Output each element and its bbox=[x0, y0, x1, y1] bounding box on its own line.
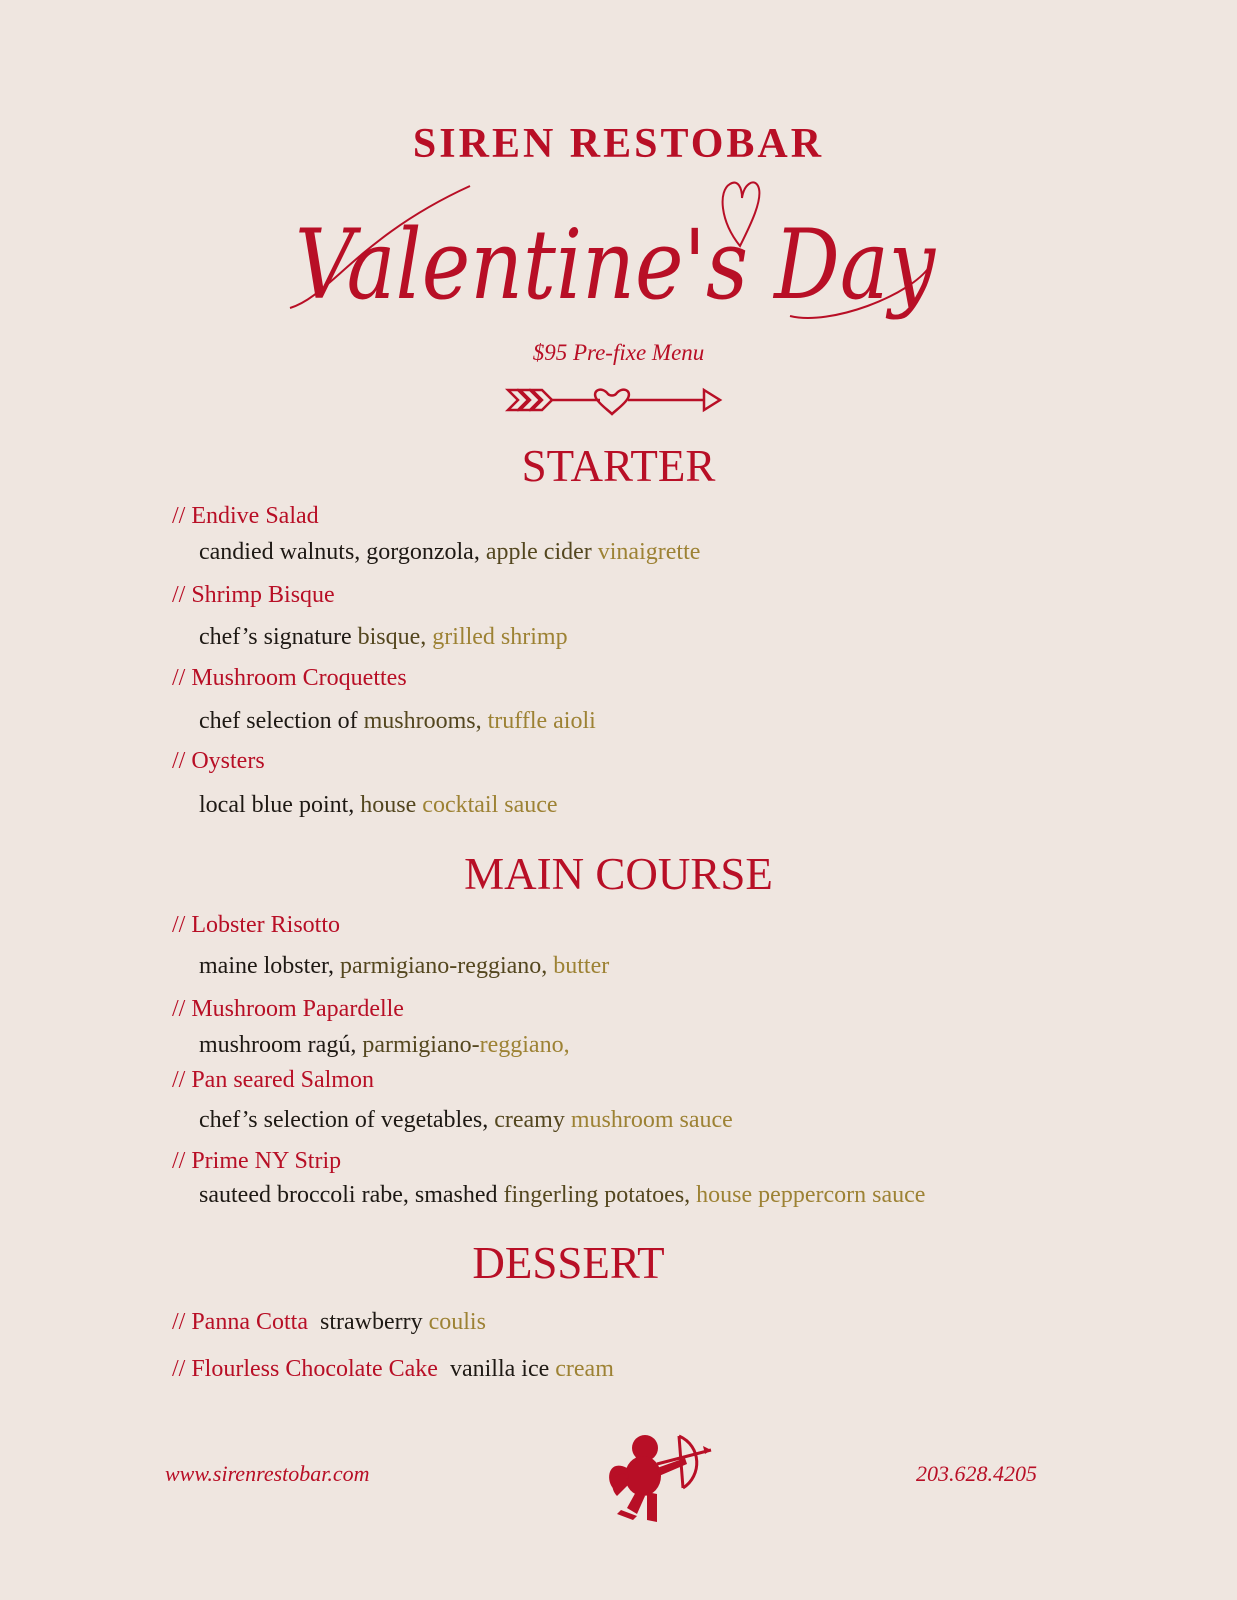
menu-item-description: maine lobster, parmigiano-reggiano, butter bbox=[199, 953, 610, 979]
menu-item-description: candied walnuts, gorgonzola, apple cider vinaigrette bbox=[199, 539, 701, 565]
menu-item-description: local blue point, house cocktail sauce bbox=[199, 792, 558, 818]
menu-item-name: // Prime NY Strip bbox=[172, 1148, 342, 1174]
dessert-item: // Flourless Chocolate Cake vanilla ice cream bbox=[172, 1356, 614, 1382]
menu-item-description: chef’s selection of vegetables, creamy mushroom sauce bbox=[199, 1107, 733, 1133]
menu-item-description: chef selection of mushrooms, truffle aioli bbox=[199, 708, 596, 734]
menu-item-name: // Endive Salad bbox=[172, 503, 319, 529]
restaurant-name: SIREN RESTOBAR bbox=[412, 121, 825, 167]
script-title-text: Valentine's Day bbox=[295, 209, 937, 321]
section-title-main-course: MAIN COURSE bbox=[464, 849, 773, 899]
menu-item-name: // Lobster Risotto bbox=[172, 912, 340, 938]
section-title-starter: STARTER bbox=[521, 441, 716, 491]
menu-item-description: sauteed broccoli rabe, smashed fingerling potatoes, house peppercorn sauce bbox=[199, 1182, 926, 1208]
cupid-icon bbox=[607, 1428, 717, 1533]
menu-item-name: // Oysters bbox=[172, 748, 265, 774]
section-title-dessert: DESSERT bbox=[472, 1238, 665, 1288]
dessert-item: // Panna Cotta strawberry coulis bbox=[172, 1309, 486, 1335]
menu-item-description: mushroom ragú, parmigiano-reggiano, bbox=[199, 1032, 570, 1058]
menu-item-name: // Mushroom Papardelle bbox=[172, 996, 404, 1022]
menu-item-name: // Pan seared Salmon bbox=[172, 1067, 374, 1093]
valentines-day-script-title bbox=[270, 176, 960, 346]
prefixe-price: $95 Pre-fixe Menu bbox=[532, 340, 705, 365]
menu-item-name: // Mushroom Croquettes bbox=[172, 665, 407, 691]
phone-number[interactable]: 203.628.4205 bbox=[916, 1461, 1037, 1486]
arrow-heart-icon bbox=[508, 386, 730, 421]
website-link[interactable]: www.sirenrestobar.com bbox=[165, 1461, 370, 1486]
menu-item-name: // Shrimp Bisque bbox=[172, 582, 335, 608]
menu-item-description: chef’s signature bisque, grilled shrimp bbox=[199, 624, 568, 650]
